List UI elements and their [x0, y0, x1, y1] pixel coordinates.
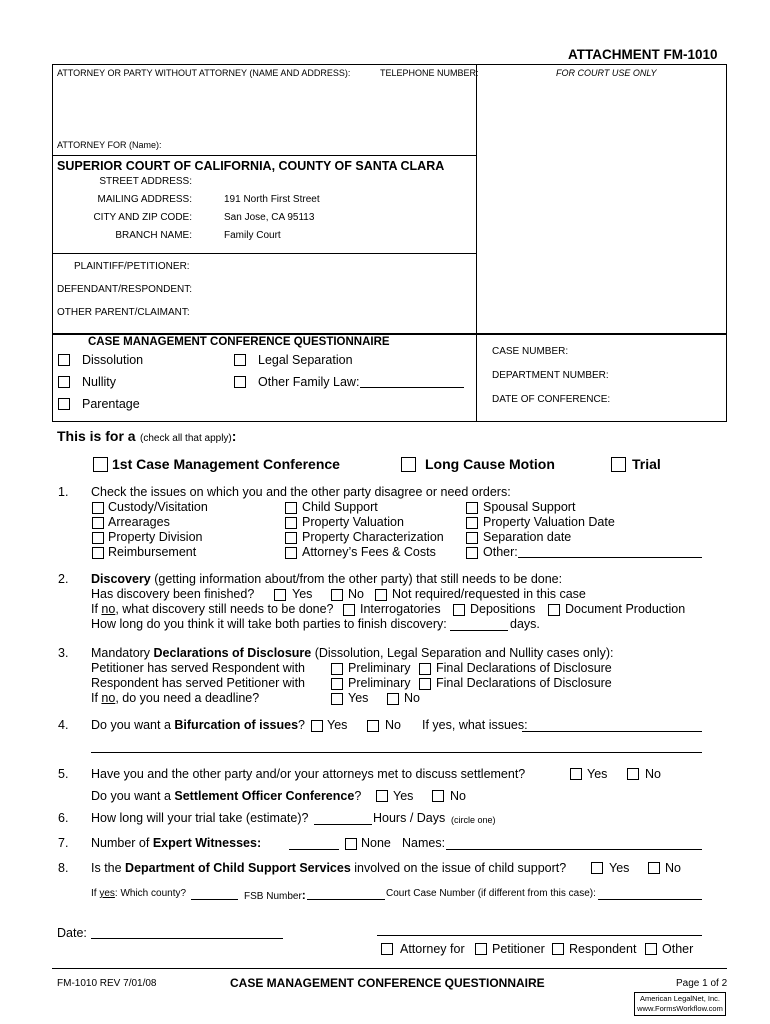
reimbursement-label: Reimbursement [108, 545, 197, 559]
long-cause-label: Long Cause Motion [425, 456, 555, 472]
resp-served-label: Respondent has served Petitioner with [91, 676, 306, 690]
deadline-yes-label: Yes [348, 691, 369, 705]
circle-one-note: (circle one) [451, 815, 496, 825]
signature-line[interactable] [377, 935, 702, 936]
dcss-if-yes [91, 888, 186, 899]
branch-name-label: BRANCH NAME: [115, 230, 192, 241]
if-prefix: If [91, 602, 102, 616]
dcss-yes-label: Yes [609, 861, 630, 875]
branch-name-value: Family Court [224, 230, 281, 241]
settlement-met-no-label: No [645, 767, 661, 781]
q3-text [91, 646, 613, 660]
dcss-if-prefix: If [91, 888, 100, 899]
city-zip-value: San Jose, CA 95113 [224, 212, 315, 223]
department-number-label: DEPARTMENT NUMBER: [492, 370, 609, 381]
arrearages-checkbox[interactable] [92, 517, 104, 529]
discovery-finished-no-label: No [348, 587, 364, 601]
attorney-for-label: Attorney for [400, 942, 465, 956]
q8-prefix: Is the [91, 861, 126, 875]
mailing-address-label: MAILING ADDRESS: [97, 194, 192, 205]
discovery-days-label: days. [510, 617, 540, 631]
telephone-label: TELEPHONE NUMBER: [380, 68, 479, 78]
soc-prefix: Do you want a [91, 789, 175, 803]
first-cmc-label: 1st Case Management Conference [112, 456, 340, 472]
dcss-yes-checkbox[interactable] [591, 862, 603, 874]
q3-number: 3. [58, 646, 69, 660]
q8-suffix: involved on the issue of child support? [350, 861, 567, 875]
interrogatories-label: Interrogatories [360, 602, 441, 616]
reimbursement-checkbox[interactable] [92, 547, 104, 559]
sig-petitioner-label: Petitioner [492, 942, 545, 956]
bifurcation-issues-line[interactable] [522, 731, 702, 732]
attachment-title: ATTACHMENT FM-1010 [568, 47, 718, 62]
property-characterization-checkbox[interactable] [285, 532, 297, 544]
footer-title: CASE MANAGEMENT CONFERENCE QUESTIONNAIRE [230, 976, 545, 990]
q8-number: 8. [58, 861, 69, 875]
other-issue-line[interactable] [518, 557, 702, 558]
pet-final-label: Final Declarations of Disclosure [436, 661, 612, 675]
deadline-no-label: No [404, 691, 420, 705]
city-zip-label: CITY AND ZIP CODE: [93, 212, 192, 223]
expert-none-label: None [361, 836, 391, 850]
q3-if-no-word: no [101, 691, 116, 705]
depositions-checkbox[interactable] [453, 604, 465, 616]
soc-no-checkbox[interactable] [432, 790, 444, 802]
deadline-question [91, 691, 259, 705]
document-production-label: Document Production [565, 602, 686, 616]
bifurcation-issues-label: If yes, what issues: [422, 718, 528, 732]
soc-yes-checkbox[interactable] [376, 790, 388, 802]
parentage-label: Parentage [82, 397, 140, 411]
q2-text [91, 572, 562, 586]
case-number-label: CASE NUMBER: [492, 346, 569, 357]
q1-number: 1. [58, 485, 69, 499]
discovery-finished-yes-checkbox[interactable] [274, 589, 286, 601]
first-cmc-checkbox[interactable] [93, 457, 108, 472]
q2-number: 2. [58, 572, 69, 586]
pet-preliminary-checkbox[interactable] [331, 663, 343, 675]
county-line[interactable] [191, 899, 238, 900]
resp-preliminary-checkbox[interactable] [331, 678, 343, 690]
court-case-line[interactable] [598, 899, 702, 900]
trial-label: Trial [632, 456, 661, 472]
q5-text: Have you and the other party and/or your attorneys met to discuss settlement? [91, 767, 526, 781]
q4-suffix: ? [298, 718, 305, 732]
property-division-checkbox[interactable] [92, 532, 104, 544]
dcss-no-checkbox[interactable] [648, 862, 660, 874]
q3-if-prefix: If [91, 691, 102, 705]
sig-other-label: Other [662, 942, 694, 956]
spousal-support-checkbox[interactable] [466, 502, 478, 514]
resp-final-label: Final Declarations of Disclosure [436, 676, 612, 690]
court-title: SUPERIOR COURT OF CALIFORNIA, COUNTY OF SANTA CLARA [57, 159, 445, 173]
q5-number: 5. [58, 767, 69, 781]
discovery-finished-no-checkbox[interactable] [331, 589, 343, 601]
not-required-checkbox[interactable] [375, 589, 387, 601]
resp-preliminary-label: Preliminary [348, 676, 411, 690]
other-parent-label: OTHER PARENT/CLAIMANT: [57, 307, 190, 318]
discovery-if-no [91, 602, 334, 616]
publisher-name: American LegalNet, Inc. [639, 994, 721, 1003]
q4-text [91, 718, 305, 732]
date-of-conference-label: DATE OF CONFERENCE: [492, 394, 611, 405]
q4-prefix: Do you want a [91, 718, 175, 732]
dcss-yes-word: yes [99, 888, 115, 899]
parentage-checkbox[interactable] [58, 398, 70, 410]
discovery-how-long-label: How long do you think it will take both parties to finish discovery: [91, 617, 447, 631]
attorney-fees-label: Attorney’s Fees & Costs [302, 545, 436, 559]
interrogatories-checkbox[interactable] [343, 604, 355, 616]
child-support-checkbox[interactable] [285, 502, 297, 514]
other-family-law-label: Other Family Law: [258, 375, 360, 389]
street-address-label: STREET ADDRESS: [99, 176, 192, 187]
trial-checkbox[interactable] [611, 457, 626, 472]
property-valuation-date-checkbox[interactable] [466, 517, 478, 529]
child-support-label: Child Support [302, 500, 378, 514]
q7-prefix: Number of [91, 836, 153, 850]
deadline-yes-checkbox[interactable] [331, 693, 343, 705]
nullity-label: Nullity [82, 375, 117, 389]
settlement-met-no-checkbox[interactable] [627, 768, 639, 780]
q6-number: 6. [58, 811, 69, 825]
expert-names-label: Names: [402, 836, 446, 850]
discovery-bold: Discovery [91, 572, 151, 586]
fsb-colon: : [301, 888, 306, 902]
this-is-for-label: This is for a [57, 428, 136, 444]
court-use-label: FOR COURT USE ONLY [556, 68, 657, 78]
property-valuation-date-label: Property Valuation Date [483, 515, 615, 529]
caption-rule-1 [52, 155, 476, 156]
q8-text [91, 861, 566, 875]
q3-prefix: Mandatory [91, 646, 154, 660]
bifurcation-yes-label: Yes [327, 718, 348, 732]
caption-rule-2 [52, 253, 476, 254]
sig-petitioner-checkbox[interactable] [475, 943, 487, 955]
bifurcation-issues-line-2[interactable] [91, 752, 702, 753]
other-issue-checkbox[interactable] [466, 547, 478, 559]
settlement-met-yes-checkbox[interactable] [570, 768, 582, 780]
defendant-label: DEFENDANT/RESPONDENT: [57, 284, 193, 295]
other-issue-label: Other: [483, 545, 518, 559]
expert-none-checkbox[interactable] [345, 838, 357, 850]
expert-count-line[interactable] [289, 849, 339, 850]
property-valuation-label: Property Valuation [302, 515, 404, 529]
property-division-label: Property Division [108, 530, 203, 544]
fsb-label: FSB Number [244, 891, 302, 902]
case-box-divider [476, 334, 477, 422]
case-questionnaire-title: CASE MANAGEMENT CONFERENCE QUESTIONNAIRE [88, 336, 390, 348]
q8-bold: Department of Child Support Services [125, 861, 351, 875]
document-production-checkbox[interactable] [548, 604, 560, 616]
date-line[interactable] [91, 938, 283, 939]
separation-date-checkbox[interactable] [466, 532, 478, 544]
soc-question [91, 789, 361, 803]
soc-bold: Settlement Officer Conference [174, 789, 355, 803]
discovery-text: (getting information about/from the other party) that still needs to be done: [150, 572, 563, 586]
bifurcation-yes-checkbox[interactable] [311, 720, 323, 732]
dcss-which-county: : Which county? [114, 888, 187, 899]
court-case-label: Court Case Number (if different from this case): [386, 888, 596, 899]
if-no-rest: , what discovery still needs to be done? [115, 602, 334, 616]
resp-final-checkbox[interactable] [419, 678, 431, 690]
bifurcation-no-label: No [385, 718, 401, 732]
soc-no-label: No [450, 789, 466, 803]
footer-rule [52, 968, 727, 969]
bifurcation-no-checkbox[interactable] [367, 720, 379, 732]
legal-separation-checkbox[interactable] [234, 354, 246, 366]
attorney-label: ATTORNEY OR PARTY WITHOUT ATTORNEY (NAME AND ADDRESS): [57, 68, 351, 78]
page-number: Page 1 of 2 [676, 978, 728, 989]
dcss-no-label: No [665, 861, 681, 875]
attorney-for-checkbox[interactable] [381, 943, 393, 955]
attorney-for-label: ATTORNEY FOR (Name): [57, 140, 162, 150]
q3-rest: (Dissolution, Legal Separation and Nullity cases only): [311, 646, 614, 660]
q1-text: Check the issues on which you and the other party disagree or need orders: [91, 485, 511, 499]
pet-served-label: Petitioner has served Respondent with [91, 661, 306, 675]
this-is-for [57, 428, 236, 446]
legal-separation-label: Legal Separation [258, 353, 353, 367]
sig-respondent-checkbox[interactable] [552, 943, 564, 955]
custody-visitation-label: Custody/Visitation [108, 500, 208, 514]
property-valuation-checkbox[interactable] [285, 517, 297, 529]
check-all-note: (check all that apply) [140, 433, 232, 444]
this-is-for-colon: : [231, 428, 237, 444]
q6-text: How long will your trial take (estimate)? [91, 811, 309, 825]
nullity-checkbox[interactable] [58, 376, 70, 388]
sig-respondent-label: Respondent [569, 942, 637, 956]
spousal-support-label: Spousal Support [483, 500, 576, 514]
trial-length-line[interactable] [314, 824, 372, 825]
plaintiff-label: PLAINTIFF/PETITIONER: [74, 261, 190, 272]
expert-names-line[interactable] [446, 849, 702, 850]
q4-bold: Bifurcation of issues [174, 718, 299, 732]
q7-number: 7. [58, 836, 69, 850]
dissolution-label: Dissolution [82, 353, 144, 367]
fsb-number [244, 888, 306, 902]
depositions-label: Depositions [470, 602, 536, 616]
mailing-address-value: 191 North First Street [224, 194, 320, 205]
attorney-fees-checkbox[interactable] [285, 547, 297, 559]
date-label: Date: [57, 926, 87, 940]
soc-suffix: ? [354, 789, 362, 803]
q3-bold: Declarations of Disclosure [153, 646, 312, 660]
not-required-label: Not required/requested in this case [392, 587, 586, 601]
separation-date-label: Separation date [483, 530, 572, 544]
arrearages-label: Arrearages [108, 515, 170, 529]
discovery-days-line[interactable] [450, 630, 508, 631]
settlement-met-yes-label: Yes [587, 767, 608, 781]
discovery-finished-label: Has discovery been finished? [91, 587, 255, 601]
hours-days-label: Hours / Days [373, 811, 446, 825]
other-family-law-line[interactable] [360, 387, 464, 388]
pet-preliminary-label: Preliminary [348, 661, 411, 675]
dissolution-checkbox[interactable] [58, 354, 70, 366]
custody-visitation-checkbox[interactable] [92, 502, 104, 514]
q4-number: 4. [58, 718, 69, 732]
publisher-url: www.FormsWorkflow.com [637, 1004, 723, 1013]
if-no-word: no [101, 602, 116, 616]
q7-text [91, 836, 261, 850]
long-cause-checkbox[interactable] [401, 457, 416, 472]
property-characterization-label: Property Characterization [302, 530, 444, 544]
other-family-law-checkbox[interactable] [234, 376, 246, 388]
discovery-finished-yes-label: Yes [292, 587, 313, 601]
form-id: FM-1010 REV 7/01/08 [57, 978, 157, 989]
caption-divider [476, 64, 477, 334]
soc-yes-label: Yes [393, 789, 414, 803]
q3-if-no-rest: , do you need a deadline? [115, 691, 260, 705]
fsb-line[interactable] [307, 899, 385, 900]
deadline-no-checkbox[interactable] [387, 693, 399, 705]
pet-final-checkbox[interactable] [419, 663, 431, 675]
q7-colon: : [256, 836, 262, 850]
sig-other-checkbox[interactable] [645, 943, 657, 955]
q7-bold: Expert Witnesses [152, 836, 257, 850]
